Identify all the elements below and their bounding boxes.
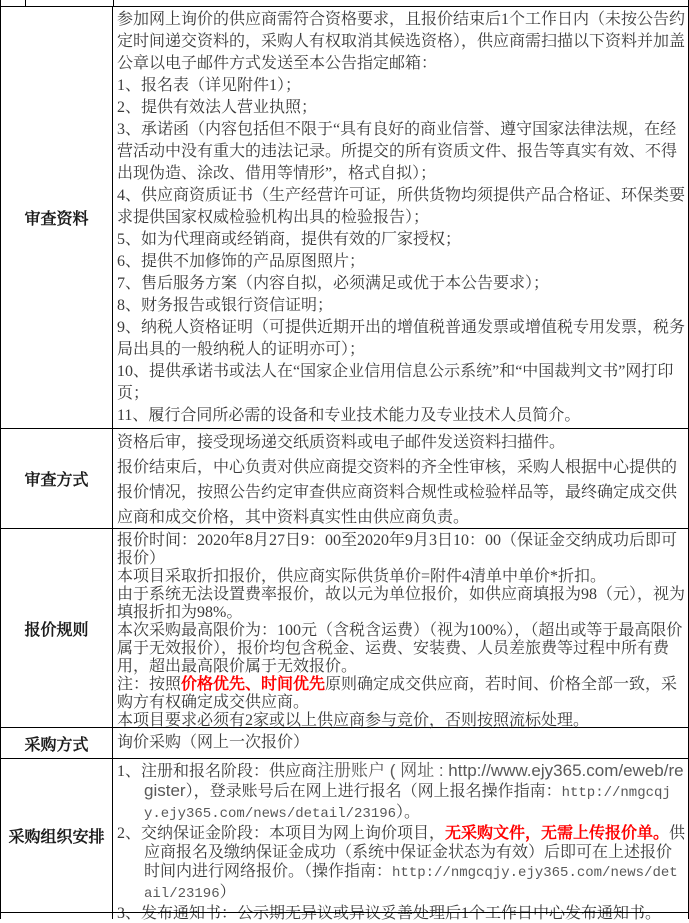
paragraph	[117, 251, 686, 273]
text-segment: 3、承诺函（内容包括但不限于“具有良好的商业信誉、遵守国家法律法规，在经营活动中没有重大的违法记录。所提交的所有资质文件、报告等真实有效、不得出现伪造、涂改、借用等情形”，格式自拟）；	[117, 121, 678, 182]
row-content-procurement-method	[113, 728, 688, 758]
paragraph	[117, 729, 686, 757]
table-row-quotation-rules	[1, 528, 688, 727]
row-content-quotation-rules	[113, 529, 688, 727]
text-segment: 5、如为代理商或经销商，提供有效的厂家授权；	[117, 231, 462, 248]
text-segment: 本项目要求必须有2家或以上供应商参与竞价，否则按照流标处理。	[117, 712, 590, 729]
text-segment: 原则确定成交供应商，若时间、价格全部一致，采购方有权确定成交供应商。	[117, 676, 678, 711]
paragraph	[117, 568, 686, 586]
url-plain-text: http://nmgcqjy.ejy365.com/news/detail/23196	[144, 865, 678, 902]
text-segment: 注：按照	[117, 676, 182, 693]
paragraph	[117, 185, 686, 229]
paragraph	[117, 405, 686, 427]
partial-bottom-header-cell	[1, 913, 113, 919]
text-segment: 9、纳税人资格证明（可提供近期开出的增值税普通发票或增值税专用发票，税务局出具的一般纳税人的证明亦可）；	[117, 319, 686, 358]
paragraph	[117, 9, 686, 75]
row-content-organization-plan	[113, 759, 688, 922]
text-segment: ）。	[396, 804, 421, 821]
row-content-review-method	[113, 429, 688, 528]
paragraph	[117, 229, 686, 251]
table-row-review-method	[1, 428, 688, 528]
table-row-organization-plan	[1, 758, 688, 922]
partial-row-bottom	[1, 912, 688, 919]
text-segment: 本项目采取折扣报价，供应商实际供货单价=附件4清单中单价*折扣。	[117, 568, 607, 585]
text-segment: 本次采购最高限价为：100元（含税含运费）（视为100%），（超出或等于最高限价属于无效报价），报价均包含税金、运费、安装费、人员差旅费等过程中所有费用，超出最高限价属于无效报价。	[117, 622, 683, 675]
paragraph	[117, 430, 686, 455]
table-body	[1, 6, 688, 922]
text-segment: 6、提供不加修饰的产品原图照片；	[117, 253, 366, 270]
text-segment: 1、报名表（详见附件1）；	[117, 77, 302, 94]
paragraph	[117, 455, 686, 530]
text-segment: 4、供应商资质证书（生产经营许可证，所供货物均须提供产品合格证、环保类要求提供国家权威检验机构出具的检验报告）；	[117, 187, 686, 226]
table-row-review-materials	[1, 6, 688, 428]
row-header-procurement-method: 采购方式	[1, 728, 113, 758]
paragraph	[117, 295, 686, 317]
text-segment: ），登录账号后在网上进行报名（网上报名操作指南：	[185, 783, 562, 800]
text-segment: 7、售后服务方案（内容自拟，必须满足或优于本公告要求）；	[117, 275, 550, 292]
paragraph	[117, 97, 686, 119]
text-segment: 报价结束后，中心负责对供应商提交资料的齐全性审核，采购人根据中心提供的报价情况，按照公告约定审查供应商资料合规性或检验样品等，最终确定成交供应商和成交价格，其中资料真实性由供应商负责。	[117, 459, 678, 526]
text-segment: ）	[219, 884, 236, 901]
text-segment: 供应商报名及缴纳保证金成功（系统中保证金状态为有效）后即可在上述报价时间内进行网络报价。（操作指南：	[144, 825, 686, 880]
row-content-review-materials	[113, 7, 688, 428]
text-segment: 3、发布通知书：公示期无异议或异议妥善处理后1个工作日中心发布通知书。	[117, 905, 662, 922]
row-header-quotation-rules: 报价规则	[1, 529, 113, 727]
paragraph	[117, 676, 686, 712]
paragraph	[117, 532, 686, 568]
paragraph	[117, 75, 686, 97]
paragraph	[117, 317, 686, 361]
red-emphasis-text: 无采购文件，无需上传报价单。	[445, 825, 670, 842]
paragraph	[117, 622, 686, 676]
partial-bottom-content-cell	[113, 913, 688, 919]
text-segment: 由于系统无法设置费率报价，故以元为单位报价，如供应商填报为98（元），视为填报折扣为98%。	[117, 586, 686, 621]
row-header-organization-plan: 采购组织安排	[1, 759, 113, 912]
paragraph	[117, 586, 686, 622]
row-header-review-materials: 审查资料	[1, 7, 113, 428]
text-segment: 8、财务报告或银行资信证明；	[117, 297, 334, 314]
text-segment: 1、注册和报名阶段：供应商	[117, 763, 318, 780]
text-segment: 2、提供有效法人营业执照；	[117, 99, 318, 116]
text-segment: 资格后审，接受现场递交纸质资料或电子邮件发送资料扫描件。	[117, 434, 566, 451]
text-segment: 询价采购（网上一次报价）	[117, 734, 310, 751]
table-row-procurement-method	[1, 727, 688, 758]
text-segment: 11、履行合同所必需的设备和专业技术能力及专业技术人员简介。	[117, 407, 581, 424]
paragraph	[117, 361, 686, 405]
paragraph	[117, 761, 686, 824]
url-plain-text: http://nmgcqjy.ejy365.com/news/detail/23196	[144, 785, 671, 822]
row-header-review-method: 审查方式	[1, 429, 113, 528]
text-segment: 10、提供承诺书或法人在“国家企业信用信息公示系统”和“中国裁判文书”网打印页；	[117, 363, 674, 402]
text-segment: 报价时间：2020年8月27日9：00至2020年9月3日10：00（保证金交纳成功后即可报价）	[117, 532, 678, 567]
text-segment: 2、交纳保证金阶段：本项目为网上询价项目，	[117, 825, 446, 842]
red-emphasis-text: 价格优先、时间优先	[181, 676, 326, 693]
url-link-text[interactable]: 注册账户 ( 网址 : http://www.ejy365.com/eweb/register	[144, 761, 684, 800]
paragraph	[117, 273, 686, 295]
paragraph	[117, 119, 686, 185]
text-segment: 参加网上询价的供应商需符合资格要求，且报价结束后1个工作日内（未按公告约定时间递交资料的，采购人有权取消其候选资格），供应商需扫描以下资料并加盖公章以电子邮件方式发送至本公告指定邮箱：	[117, 11, 686, 72]
paragraph	[117, 824, 686, 904]
